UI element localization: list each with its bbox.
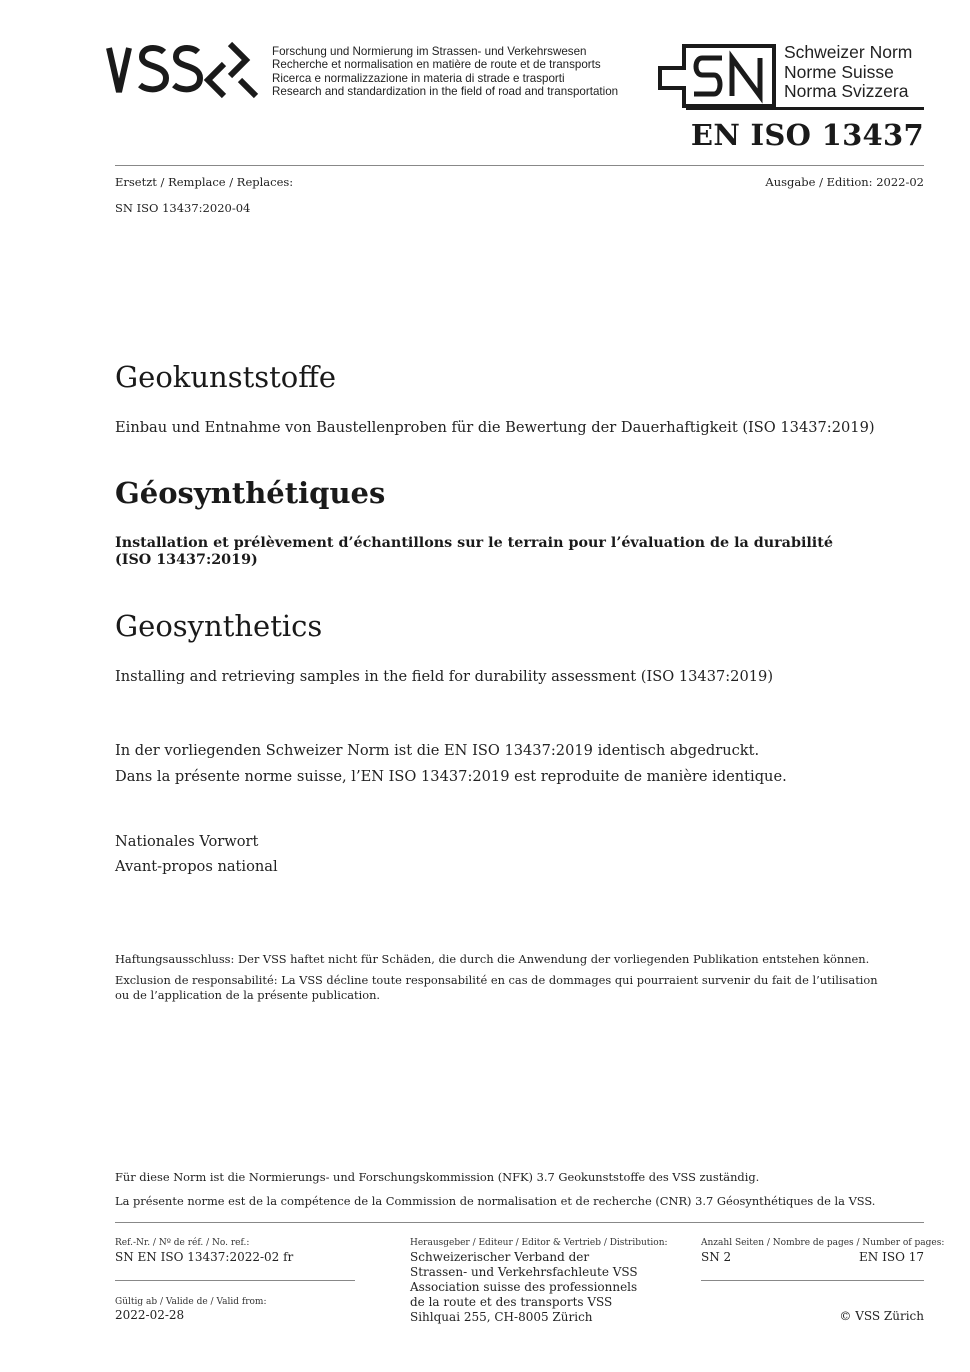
foreword-de: Nationales Vorwort — [115, 833, 259, 850]
pages-en: EN ISO 17 — [859, 1250, 924, 1264]
sn-name-it: Norma Svizzera — [784, 81, 909, 101]
disclaimer-fr-line2: ou de l’application de la présente publication. — [115, 987, 381, 1002]
subtitle-fr-line1: Installation et prélèvement d’échantillons sur le terrain pour l’évaluation de la durabilité — [115, 535, 833, 551]
ref-label: Ref.-Nr. / Nº de réf. / No. ref.: — [115, 1238, 250, 1248]
sn-name-fr: Norme Suisse — [784, 61, 894, 82]
header-divider — [115, 165, 924, 166]
sn-name-de: Schweizer Norm — [784, 42, 913, 62]
disclaimer-fr — [115, 973, 878, 1002]
replaces-label: Ersetzt / Remplace / Replaces: — [115, 175, 294, 189]
publisher-address — [410, 1250, 638, 1325]
title-de: Geokunststoffe — [115, 360, 337, 394]
footer-col3-divider — [701, 1280, 924, 1281]
subtitle-de: Einbau und Entnahme von Baustellenproben für die Bewertung der Dauerhaftigkeit (ISO 13437:2019) — [115, 419, 875, 436]
ref-value: SN EN ISO 13437:2022-02 fr — [115, 1250, 294, 1264]
footer-divider — [115, 1222, 924, 1223]
publisher-line: Sihlquai 255, CH-8005 Zürich — [410, 1310, 593, 1324]
statement-de: In der vorliegenden Schweizer Norm ist die EN ISO 13437:2019 identisch abgedruckt. — [115, 742, 760, 759]
subtitle-fr-line2: (ISO 13437:2019) — [115, 552, 258, 568]
title-en: Geosynthetics — [115, 609, 323, 643]
publisher-line: Strassen- und Verkehrsfachleute VSS — [410, 1265, 638, 1279]
publisher-line: de la route et des transports VSS — [410, 1295, 613, 1309]
vss-tagline-it: Ricerca e normalizzazione in materia di strade e trasporti — [272, 71, 565, 85]
pages-sn: SN 2 — [701, 1250, 732, 1264]
standard-number: EN ISO 13437 — [690, 118, 924, 152]
pages-label: Anzahl Seiten / Nombre de pages / Number of pages: — [701, 1238, 945, 1248]
sn-underline — [686, 107, 924, 110]
vss-tagline — [272, 45, 618, 99]
replaces-value: SN ISO 13437:2020-04 — [115, 201, 251, 215]
subtitle-en: Installing and retrieving samples in the field for durability assessment (ISO 13437:2019) — [115, 668, 774, 685]
title-fr: Géosynthétiques — [115, 476, 386, 510]
publisher-line: Association suisse des professionnels — [410, 1280, 638, 1294]
disclaimer-fr-line1: Exclusion de responsabilité: La VSS décline toute responsabilité en cas de dommages qui pourraient survenir du fait de l’utilisation — [115, 973, 878, 987]
statement-fr: Dans la présente norme suisse, l’EN ISO 13437:2019 est reproduite de manière identique. — [115, 768, 787, 785]
footer-col1-divider — [115, 1280, 355, 1281]
valid-label: Gültig ab / Valide de / Valid from: — [115, 1297, 267, 1307]
copyright: © VSS Zürich — [839, 1309, 924, 1323]
sn-names — [784, 43, 912, 102]
sn-logo — [656, 44, 780, 112]
disclaimer-de: Haftungsausschluss: Der VSS haftet nicht für Schäden, die durch die Anwendung der vorliegenden Publikation entstehen können. — [115, 952, 870, 966]
publisher-label: Herausgeber / Editeur / Editor & Vertrieb / Distribution: — [410, 1238, 668, 1248]
committee-fr: La présente norme est de la compétence de la Commission de normalisation et de recherche (CNR) 3.7 Géosynthétiques de la VSS. — [115, 1194, 876, 1208]
subtitle-fr — [115, 535, 835, 569]
vss-tagline-en: Research and standardization in the field of road and transportation — [272, 85, 619, 99]
vss-tagline-fr: Recherche et normalisation en matière de route et de transports — [272, 58, 601, 72]
vss-tagline-de: Forschung und Normierung im Strassen- und Verkehrswesen — [272, 45, 587, 58]
publisher-line: Schweizerischer Verband der — [410, 1250, 590, 1264]
valid-value: 2022-02-28 — [115, 1308, 185, 1322]
foreword-fr: Avant-propos national — [115, 858, 278, 875]
edition: Ausgabe / Edition: 2022-02 — [765, 175, 924, 189]
vss-logo — [106, 40, 266, 100]
committee-de: Für diese Norm ist die Normierungs- und Forschungskommission (NFK) 3.7 Geokunststoffe des VSS zuständig. — [115, 1170, 760, 1184]
